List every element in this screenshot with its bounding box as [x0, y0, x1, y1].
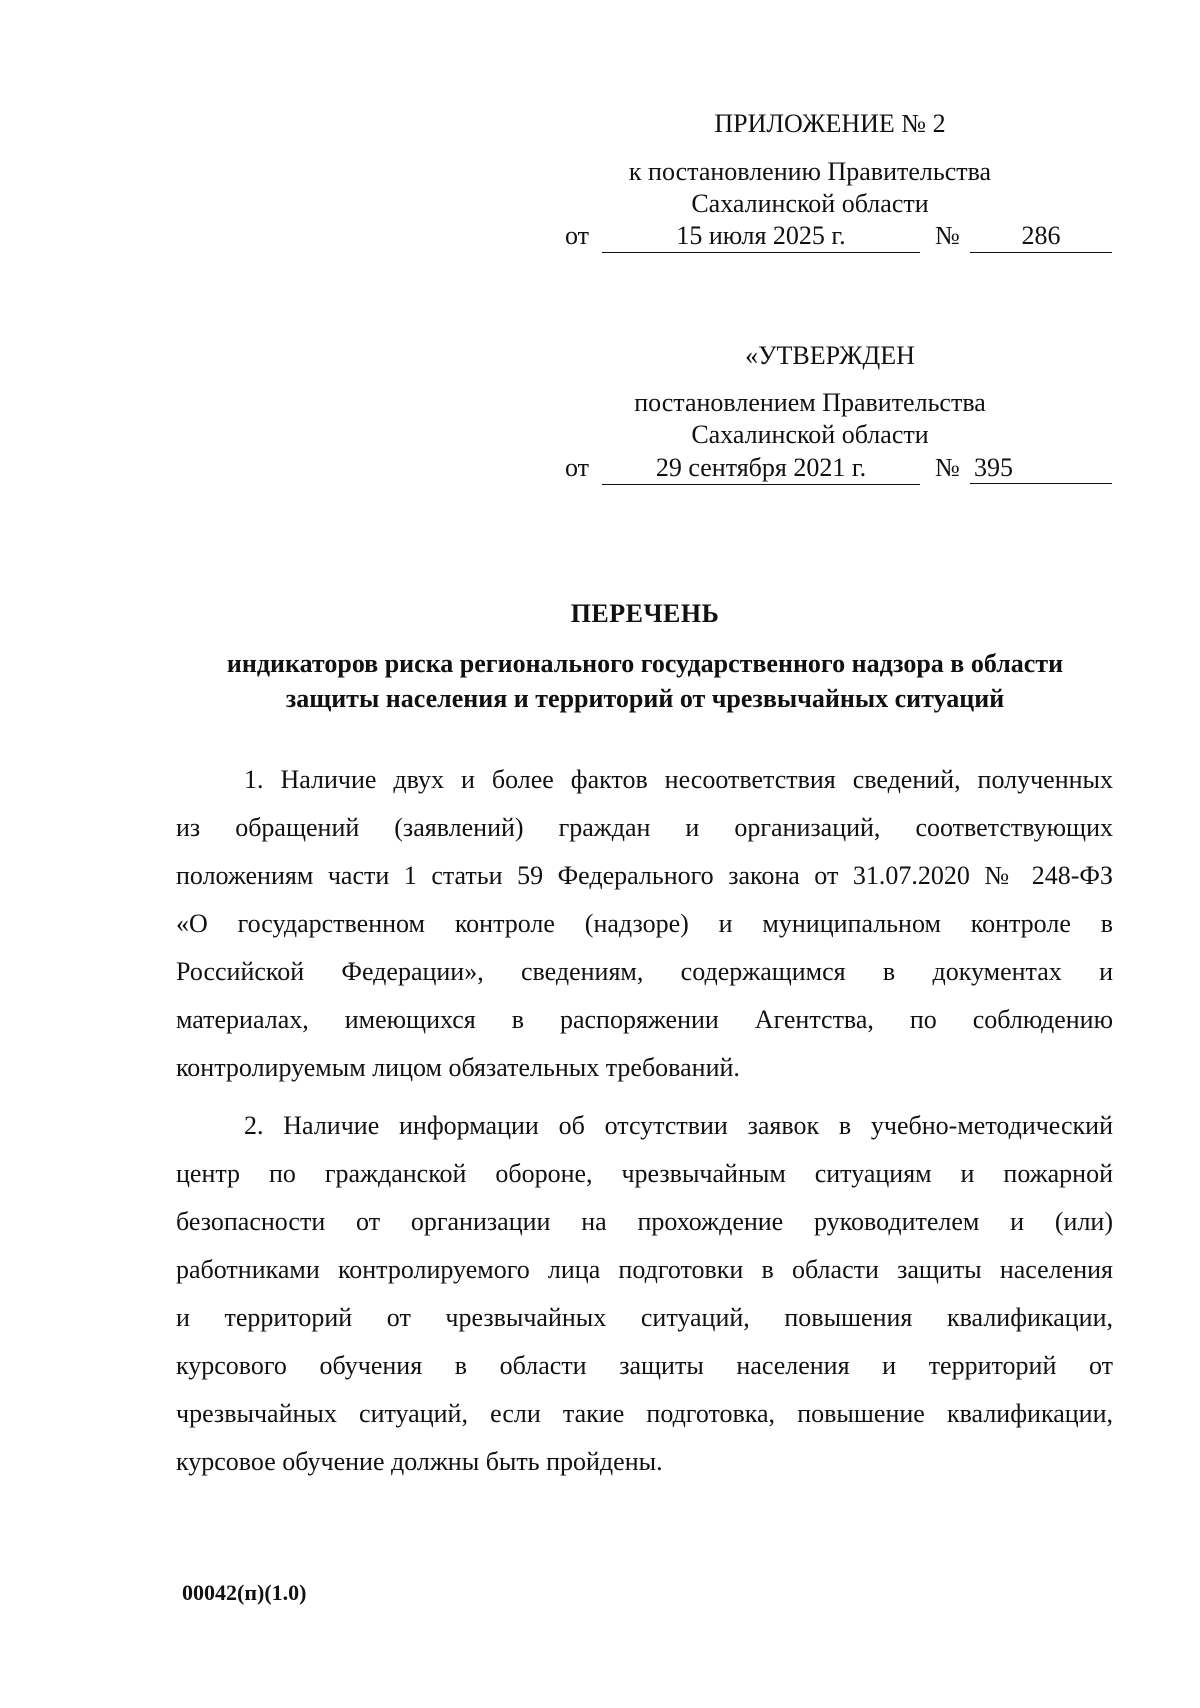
paragraph-1-line-4: «О государственном контроле (надзоре) и муниципальном контроле в — [176, 909, 1113, 938]
paragraph-1-line-7: контролируемым лицом обязательных требований. — [176, 1053, 740, 1082]
approved-line-1: постановлением Правительства — [634, 388, 986, 417]
paragraph-1-line-6: материалах, имеющихся в распоряжении Агентства, по соблюдению — [176, 1005, 1113, 1034]
paragraph-2-line-7: чрезвычайных ситуаций, если такие подготовка, повышение квалификации, — [176, 1399, 1113, 1428]
paragraph-1-line-2: из обращений (заявлений) граждан и организаций, соответствующих — [176, 813, 1113, 842]
appendix-date: 15 июля 2025 г. — [602, 220, 920, 253]
paragraph-2-line-4: работниками контролируемого лица подготовки в области защиты населения — [176, 1255, 1113, 1284]
paragraph-2-line-8: курсовое обучение должны быть пройдены. — [176, 1447, 663, 1476]
appendix-from-label: от — [565, 221, 590, 250]
document-subtitle-line-2: защиты населения и территорий от чрезвычайных ситуаций — [285, 684, 1005, 713]
approved-date: 29 сентября 2021 г. — [602, 452, 920, 485]
paragraph-2-line-2: центр по гражданской обороне, чрезвычайным ситуациям и пожарной — [176, 1159, 1113, 1188]
document-title: ПЕРЕЧЕНЬ — [570, 599, 720, 628]
approved-heading: «УТВЕРЖДЕН — [745, 341, 915, 370]
paragraph-2-line-5: и территорий от чрезвычайных ситуаций, повышения квалификации, — [176, 1303, 1113, 1332]
appendix-line-1: к постановлению Правительства — [628, 157, 992, 186]
paragraph-1-line-3: положениям части 1 статьи 59 Федерального закона от 31.07.2020 № 248-ФЗ — [176, 861, 1113, 890]
appendix-heading: ПРИЛОЖЕНИЕ № 2 — [714, 109, 946, 138]
appendix-number: 286 — [970, 220, 1112, 253]
approved-number: 395 — [970, 452, 1112, 484]
paragraph-2-line-6: курсового обучения в области защиты населения и территорий от — [176, 1351, 1113, 1380]
form-code: 00042(п)(1.0) — [182, 1580, 307, 1605]
appendix-line-2: Сахалинской области — [691, 189, 929, 218]
appendix-number-label: № — [935, 221, 960, 250]
approved-line-2: Сахалинской области — [691, 420, 929, 449]
approved-from-label: от — [565, 453, 590, 482]
paragraph-1-line-1: 1. Наличие двух и более фактов несоответствия сведений, полученных — [244, 765, 1113, 794]
paragraph-2-line-3: безопасности от организации на прохождение руководителем и (или) — [176, 1207, 1113, 1236]
document-subtitle-line-1: индикаторов риска регионального государственного надзора в области — [226, 649, 1064, 678]
paragraph-2-line-1: 2. Наличие информации об отсутствии заявок в учебно-методический — [244, 1111, 1113, 1140]
approved-number-label: № — [935, 453, 960, 482]
paragraph-1-line-5: Российской Федерации», сведениям, содержащимся в документах и — [176, 957, 1113, 986]
